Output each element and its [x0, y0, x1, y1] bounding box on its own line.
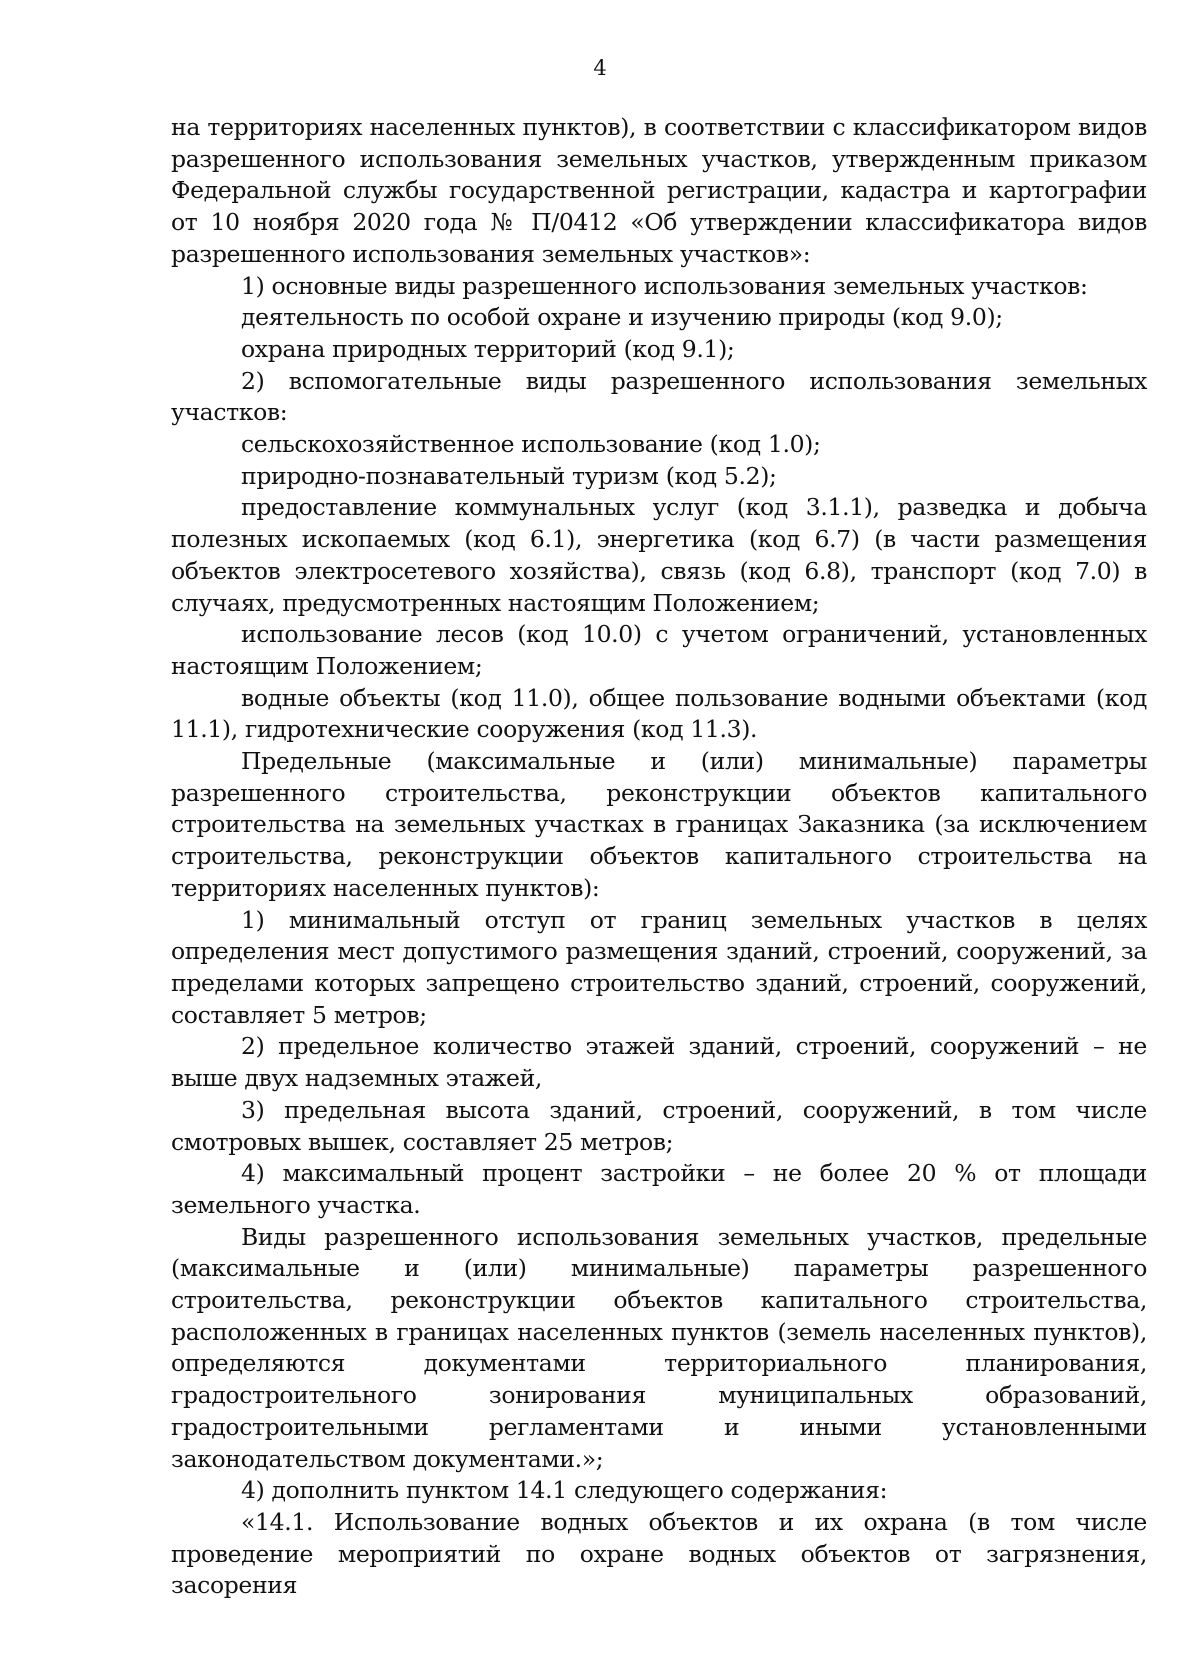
document-body	[171, 112, 1147, 1602]
paragraph: сельскохозяйственное использование (код 1.0);	[241, 430, 821, 459]
paragraph: Предельные (максимальные и (или) минимальные) параметры разрешенного строительства, реконструкции объектов капитального строительства на земельных участках в границах Заказника (за исключением строительства, реконструкции объектов капитального строительства на территориях населенных пунктов):	[171, 747, 1147, 902]
paragraph: 3) предельная высота зданий, строений, сооружений, в том числе смотровых вышек, составляет 25 метров;	[171, 1095, 1147, 1156]
paragraph: 4) максимальный процент застройки – не более 20 % от площади земельного участка.	[171, 1159, 1147, 1219]
paragraph: предоставление коммунальных услуг (код 3.1.1), разведка и добыча полезных ископаемых (код 6.1), энергетика (код 6.7) (в части размещения объектов электросетевого хозяйства), связь (код 6.8), транспорт (код 7.0) в случаях, предусмотренных настоящим Положением;	[171, 493, 1147, 617]
paragraph: 2) вспомогательные виды разрешенного использования земельных участков:	[171, 366, 1147, 427]
paragraph: 2) предельное количество этажей зданий, строений, сооружений – не выше двух надземных этажей,	[171, 1032, 1147, 1093]
paragraph: «14.1. Использование водных объектов и их охрана (в том числе проведение мероприятий по охране водных объектов от загрязнения, засорения	[171, 1507, 1147, 1600]
paragraph: 1) минимальный отступ от границ земельных участков в целях определения мест допустимого размещения зданий, строений, сооружений, за пределами которых запрещено строительство зданий, строений, сооружений, составляет 5 метров;	[171, 905, 1147, 1029]
paragraph: природно-познавательный туризм (код 5.2);	[241, 461, 777, 490]
paragraph: на территориях населенных пунктов), в соответствии с классификатором видов разрешенного использования земельных участков, утвержденным приказом Федеральной службы государственной регистрации, кадастра и картографии от 10 ноября 2020 года № П/0412 «Об утверждении классификатора видов разрешенного использования земельных участков»:	[171, 113, 1147, 268]
paragraph: Виды разрешенного использования земельных участков, предельные (максимальные и (или) минимальные) параметры разрешенного строительства, реконструкции объектов капитального строительства, расположенных в границах населенных пунктов (земель населенных пунктов), определяются документами территориального планирования, градостроительного зонирования муниципальных образований, градостроительными регламентами и иными установленными законодательством документами.»;	[171, 1222, 1147, 1473]
paragraph: водные объекты (код 11.0), общее пользование водными объектами (код 11.1), гидротехнические сооружения (код 11.3).	[171, 683, 1147, 744]
paragraph: 4) дополнить пунктом 14.1 следующего содержания:	[241, 1476, 888, 1505]
page-number: 4	[593, 56, 607, 80]
paragraph: деятельность по особой охране и изучению природы (код 9.0);	[241, 303, 1003, 332]
paragraph: 1) основные виды разрешенного использования земельных участков:	[241, 271, 1088, 300]
paragraph: использование лесов (код 10.0) с учетом ограничений, установленных настоящим Положением;	[171, 620, 1147, 680]
paragraph: охрана природных территорий (код 9.1);	[241, 334, 735, 363]
